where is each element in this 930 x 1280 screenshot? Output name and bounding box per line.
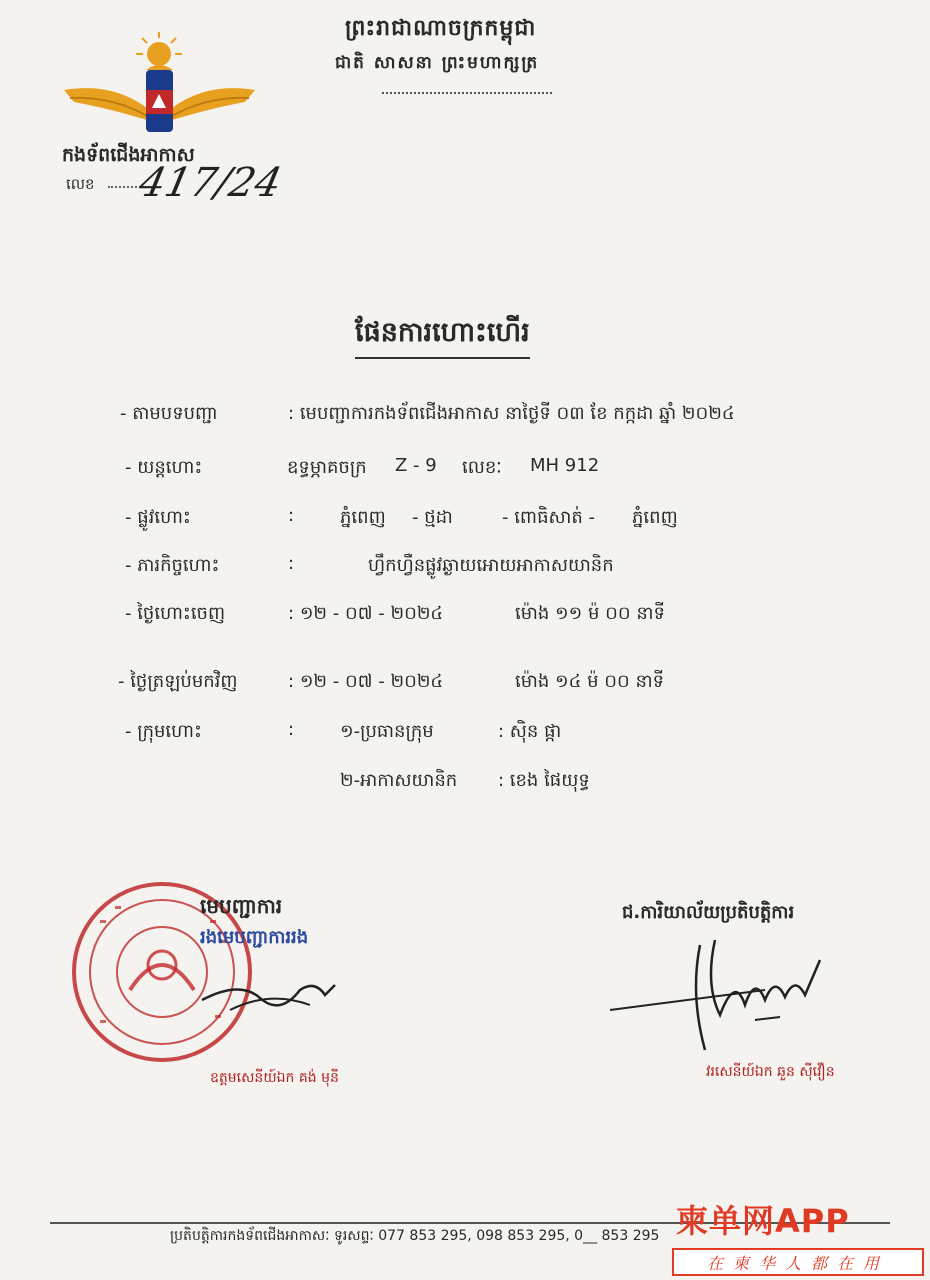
left-signature-icon — [200, 960, 340, 1020]
reference-number-label: លេខ — [66, 175, 95, 193]
route-colon: : — [288, 505, 295, 526]
left-signatory-title: មេបញ្ជាការ — [200, 894, 283, 918]
order-colon: : — [288, 403, 295, 424]
footer-contact: ប្រតិបត្តិការកងទ័ពជើងអាកាសៈ ទូរសព្ទៈ 077 853 295, 098 853 295, 0__ 853 295 — [170, 1228, 660, 1244]
crew-colon: : — [288, 719, 295, 740]
route-stop: ភ្នំពេញ — [340, 507, 386, 528]
aircraft-type: ឧទ្ធម្ភាគចក្រ — [287, 457, 367, 478]
route-stop: - ថ្មដា — [412, 507, 453, 528]
left-signatory-subtitle: រងមេបញ្ជាការរង — [200, 927, 309, 948]
return-time: ម៉ោង ១៤ ម៉ ០០ នាទី — [515, 671, 665, 692]
watermark-brand: 柬单网APP — [676, 1202, 850, 1240]
air-force-emblem-icon — [62, 30, 257, 150]
right-signature-icon — [605, 935, 835, 1055]
route-label: - ផ្លូវហោះ — [125, 507, 191, 528]
document-title: ផែនការហោះហើរ — [355, 316, 530, 359]
watermark-tagline: 在柬华人都在用 — [672, 1248, 924, 1276]
mission-value: ហ្វឹកហ្វឺនផ្លូវឆ្ងាយអោយអាកាសយានិក — [368, 555, 614, 576]
department-name: កងទ័ពជើងអាកាស — [62, 144, 195, 166]
kingdom-title: ព្រះរាជាណាចក្រកម្ពុជា — [345, 16, 537, 41]
crew-label: - ក្រុមហោះ — [125, 721, 202, 742]
depart-label: - ថ្ងៃហោះចេញ — [125, 603, 226, 624]
order-text: មេបញ្ជាការកងទ័ពជើងអាកាស នាថ្ងៃទី ០៣ ខែ កក្កដា ឆ្នាំ ២០២៤ — [299, 403, 735, 424]
depart-time: ម៉ោង ១១ ម៉ ០០ នាទី — [515, 603, 665, 624]
route-stop: ភ្នំពេញ — [632, 507, 678, 528]
mission-label: - ភារកិច្ចហោះ — [125, 555, 220, 576]
route-stop: - ពោធិសាត់ - — [502, 507, 595, 528]
return-colon: : — [288, 671, 295, 692]
crew-role: ២-អាកាសយានិក — [340, 770, 458, 791]
depart-date — [288, 601, 443, 628]
order-label: - តាមបទបញ្ជា — [120, 403, 218, 424]
aircraft-reg-label: លេខៈ — [462, 457, 502, 478]
aircraft-model: Z - 9 — [395, 455, 437, 476]
return-date — [288, 669, 443, 696]
return-label: - ថ្ងៃត្រឡប់មកវិញ — [118, 671, 238, 692]
order-value — [288, 401, 735, 428]
depart-colon: : — [288, 603, 295, 624]
crew-name: : ស៊ិន ផ្កា — [498, 721, 562, 742]
right-signatory-name: វរសេនីយ៍ឯក ឆួន ស៊ីវឿន — [706, 1064, 835, 1080]
depart-date-text: ១២ - ០៧ - ២០២៤ — [299, 603, 444, 624]
aircraft-label: - យន្តហោះ — [125, 457, 203, 478]
crew-role: ១-ប្រធានក្រុម — [340, 721, 434, 742]
crew-name: : ខេង ផៃយុទ្ធ — [498, 770, 590, 791]
return-date-text: ១២ - ០៧ - ២០២៤ — [299, 671, 444, 692]
national-motto: ជាតិ សាសនា ព្រះមហាក្សត្រ — [335, 53, 540, 73]
aircraft-reg-value: MH 912 — [530, 455, 600, 476]
mission-colon: : — [288, 553, 295, 574]
left-signatory-name: ឧត្តមសេនីយ៍ឯក គង់ មុនី — [210, 1070, 339, 1086]
reference-number-value: 417/24 — [135, 160, 286, 206]
motto-divider — [382, 92, 552, 94]
right-signatory-title: ជ.ការិយាល័យប្រតិបត្តិការ — [622, 902, 795, 923]
